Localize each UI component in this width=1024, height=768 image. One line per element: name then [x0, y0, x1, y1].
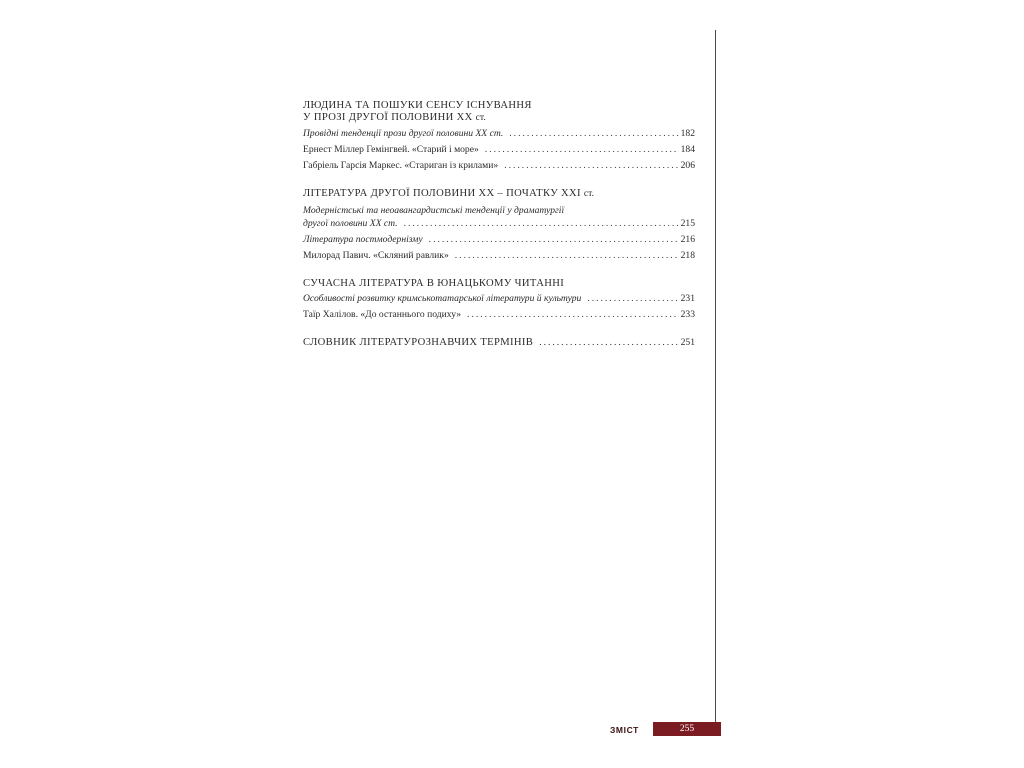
glossary-label: СЛОВНИК ЛІТЕРАТУРОЗНАВЧИХ ТЕРМІНІВ	[303, 337, 534, 348]
toc-entry-page: 184	[680, 144, 695, 155]
toc-entry-label: другої половини XX ст.	[303, 217, 398, 229]
leader-dots	[587, 293, 678, 304]
leader-dots	[404, 218, 679, 229]
toc-entry-page: 231	[680, 293, 695, 304]
toc-entry-page: 215	[680, 217, 695, 229]
toc-entry-page: 206	[680, 160, 695, 171]
toc-entry-page: 218	[680, 249, 695, 261]
section-title-line-1: ЛЮДИНА ТА ПОШУКИ СЕНСУ ІСНУВАННЯ	[303, 100, 532, 111]
section-title	[303, 100, 695, 124]
toc-entry-label: Габріель Гарсія Маркес. «Стариган із крилами»	[303, 160, 499, 171]
toc-entry[interactable]	[303, 205, 695, 229]
section-title-line-1: ЛІТЕРАТУРА ДРУГОЇ ПОЛОВИНИ XX – ПОЧАТКУ XXI	[303, 188, 581, 199]
table-of-contents	[303, 100, 695, 349]
page-number-badge: 255	[653, 722, 721, 736]
leader-dots	[455, 250, 679, 261]
toc-entry[interactable]	[303, 293, 695, 304]
page-edge-rule	[715, 30, 716, 736]
toc-entry-page: 233	[680, 309, 695, 320]
leader-dots	[504, 160, 678, 171]
toc-entry-page: 182	[680, 128, 695, 139]
leader-dots	[429, 234, 679, 245]
toc-entry[interactable]	[303, 309, 695, 320]
toc-entry-row	[303, 218, 695, 229]
section-title-suffix: ст.	[583, 189, 594, 199]
section-title-line-2	[303, 112, 695, 125]
section-title	[303, 188, 695, 201]
toc-entry[interactable]	[303, 144, 695, 155]
leader-dots	[485, 144, 679, 155]
toc-entry[interactable]	[303, 160, 695, 171]
toc-entry-label: Особливості розвитку кримськотатарської літератури й культури	[303, 293, 582, 304]
toc-entry[interactable]	[303, 128, 695, 139]
leader-dots	[539, 337, 678, 349]
toc-entry-label: Провідні тенденції прози другої половини XX ст.	[303, 128, 504, 139]
toc-entry-page: 216	[680, 233, 695, 245]
section-title-suffix: ст.	[475, 112, 486, 123]
toc-entry[interactable]	[303, 250, 695, 261]
toc-section-3	[303, 278, 695, 321]
toc-entry-label-line-1: Модерністські та неоавангардистські тенденції у драматургії	[303, 204, 565, 216]
toc-entry[interactable]	[303, 234, 695, 245]
toc-section-1	[303, 100, 695, 171]
toc-entry-label: Милорад Павич. «Скляний равлик»	[303, 249, 449, 261]
leader-dots	[509, 128, 678, 139]
glossary-page: 251	[680, 337, 695, 348]
toc-glossary-entry[interactable]	[303, 337, 695, 349]
leader-dots	[467, 309, 679, 320]
toc-entry-label: Ернест Міллер Гемінгвей. «Старий і море»	[303, 144, 479, 155]
toc-entry-label: Література постмодернізму	[303, 233, 423, 245]
toc-entry-label: Таїр Халілов. «До останнього подиху»	[303, 309, 462, 320]
section-title-line-2-text: У ПРОЗІ ДРУГОЇ ПОЛОВИНИ XX	[303, 111, 473, 123]
toc-section-2	[303, 188, 695, 261]
section-title	[303, 278, 695, 290]
running-footer-label: ЗМІСТ	[610, 725, 639, 735]
section-title-line-1: СУЧАСНА ЛІТЕРАТУРА В ЮНАЦЬКОМУ ЧИТАННІ	[303, 277, 565, 289]
